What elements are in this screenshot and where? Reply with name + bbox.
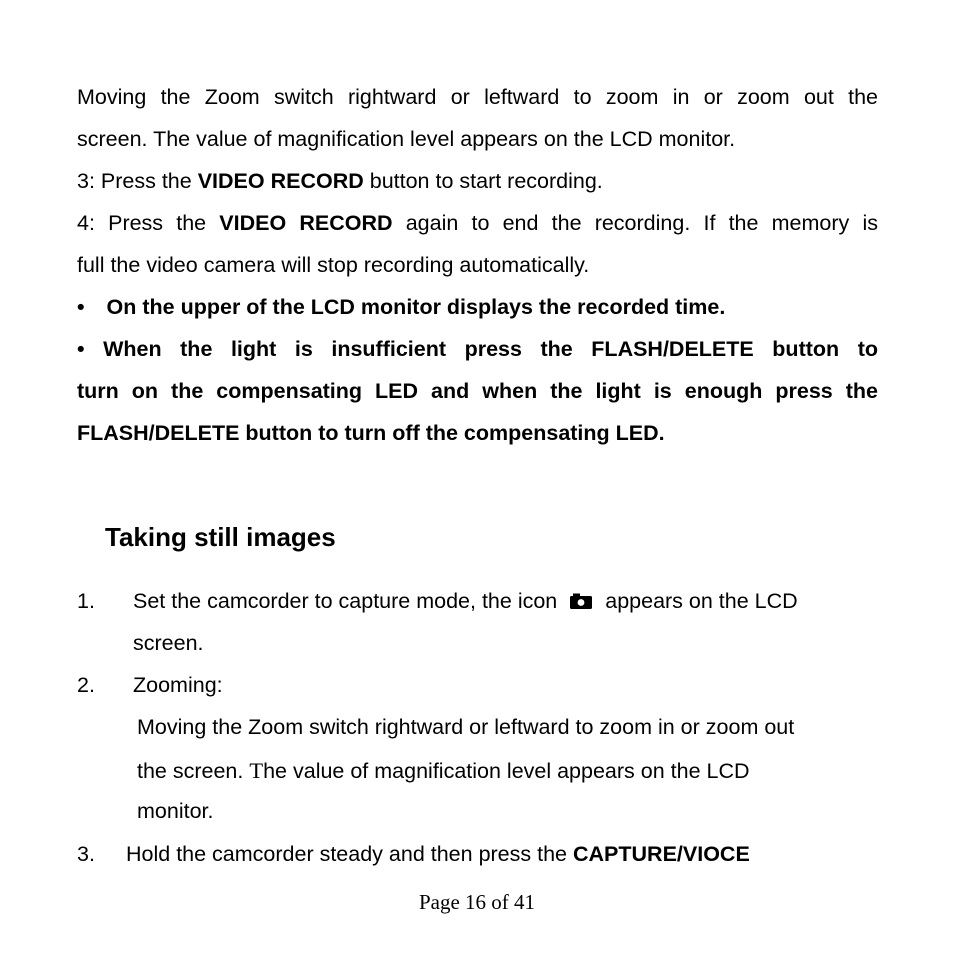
list-item-1-line-2: screen. xyxy=(133,631,204,655)
bullet-led-line-1: • When the light is insufficient press the FLASH/DELETE button to xyxy=(77,337,878,361)
bullet-marker: • xyxy=(77,295,85,319)
section-heading: Taking still images xyxy=(105,522,336,552)
list-item-3-prefix: Hold the camcorder steady and then press the xyxy=(126,842,573,866)
step-3-button-name: VIDEO RECORD xyxy=(197,169,364,193)
bullet-recorded-time-text: On the upper of the LCD monitor displays the recorded time. xyxy=(106,295,726,319)
list-item-1-number: 1. xyxy=(77,589,95,613)
step-4-line-2: full the video camera will stop recording automatically. xyxy=(77,253,590,277)
step-4-end-recording xyxy=(77,210,878,236)
camera-icon xyxy=(569,593,593,610)
step-3-suffix: button to start recording. xyxy=(363,169,603,193)
list-item-2-line-2 xyxy=(137,758,750,784)
step-3-start-recording xyxy=(77,168,603,194)
list-item-2-line-2-prefix: the screen. xyxy=(137,759,250,783)
list-item-2-line-1: Moving the Zoom switch rightward or leftward to zoom in or zoom out xyxy=(137,715,795,739)
list-item-2-line-2-suffix: he value of magnification level appears on the LCD xyxy=(263,759,750,783)
list-item-1-text xyxy=(133,588,798,614)
list-item-2-line-2-serif-letter: T xyxy=(249,758,264,783)
list-item-2-line-3: monitor. xyxy=(137,799,214,823)
bullet-led-line-3: FLASH/DELETE button to turn off the compensating LED. xyxy=(77,421,665,445)
step-4-suffix: again to end the recording. If the memory is xyxy=(392,211,878,235)
list-item-1-suffix: appears on the LCD xyxy=(605,589,798,613)
list-item-3-text xyxy=(126,841,750,867)
list-item-3-button-name: CAPTURE/VIOCE xyxy=(572,842,750,866)
list-item-1-prefix: Set the camcorder to capture mode, the icon xyxy=(133,589,558,613)
list-item-2-number: 2. xyxy=(77,673,95,697)
step-3-prefix: 3: Press the xyxy=(77,169,198,193)
page-number-footer: Page 16 of 41 xyxy=(418,890,536,914)
bullet-recorded-time xyxy=(77,294,725,320)
list-item-2-label: Zooming: xyxy=(133,673,223,697)
step-4-button-name: VIDEO RECORD xyxy=(219,211,393,235)
list-item-3-number: 3. xyxy=(77,842,95,866)
bullet-led-line-2: turn on the compensating LED and when the light is enough press the xyxy=(77,379,878,403)
paragraph-zoom-line-2: screen. The value of magnification level appears on the LCD monitor. xyxy=(77,127,736,151)
step-4-prefix: 4: Press the xyxy=(77,211,220,235)
paragraph-zoom-line-1: Moving the Zoom switch rightward or leftward to zoom in or zoom out the xyxy=(77,85,878,109)
